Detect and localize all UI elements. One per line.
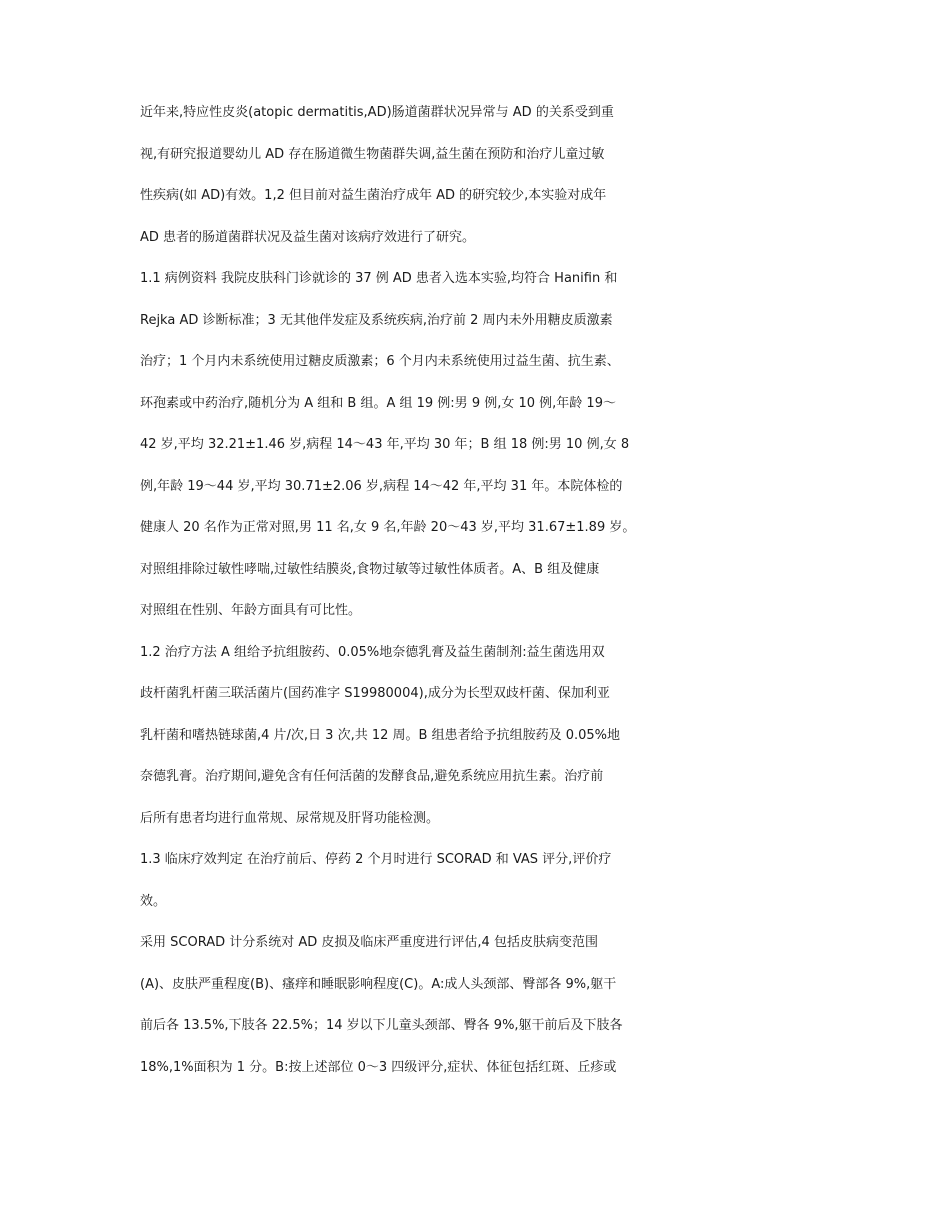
text-line: 18%,1%面积为 1 分。B:按上述部位 0～3 四级评分,症状、体征包括红斑、丘疹或: [140, 1059, 617, 1075]
text-line: 乳杆菌和嗜热链球菌,4 片/次,日 3 次,共 12 周。B 组患者给予抗组胺药及 0.05%地: [140, 727, 621, 743]
text-line: Rejka AD 诊断标准；3 无其他伴发症及系统疾病,治疗前 2 周内未外用糖皮质激素: [140, 312, 613, 328]
text-line: 后所有患者均进行血常规、尿常规及肝肾功能检测。: [140, 810, 440, 826]
body-text: [140, 92, 840, 1088]
text-line: 近年来,特应性皮炎(atopic dermatitis,AD)肠道菌群状况异常与 AD 的关系受到重: [140, 105, 614, 120]
text-line: 效。: [140, 893, 167, 909]
text-line: 1.1 病例资料 我院皮肤科门诊就诊的 37 例 AD 患者入选本实验,均符合 Hanifin 和: [140, 271, 618, 286]
text-line: (A)、皮肤严重程度(B)、瘙痒和睡眠影响程度(C)。A:成人头颈部、臀部各 9%,躯干: [140, 976, 617, 992]
text-line: 例,年龄 19～44 岁,平均 30.71±2.06 岁,病程 14～42 年,平均 31 年。本院体检的: [140, 478, 623, 494]
text-line: 歧杆菌乳杆菌三联活菌片(国药准字 S19980004),成分为长型双歧杆菌、保加利亚: [140, 686, 610, 701]
text-line: 视,有研究报道婴幼儿 AD 存在肠道微生物菌群失调,益生菌在预防和治疗儿童过敏: [140, 146, 605, 162]
text-line: 性疾病(如 AD)有效。1,2 但目前对益生菌治疗成年 AD 的研究较少,本实验对成年: [140, 188, 607, 203]
text-line: 治疗；1 个月内未系统使用过糖皮质激素；6 个月内未系统使用过益生菌、抗生素、: [140, 354, 620, 369]
text-line: 对照组排除过敏性哮喘,过敏性结膜炎,食物过敏等过敏性体质者。A、B 组及健康: [140, 561, 600, 577]
text-line: 奈德乳膏。治疗期间,避免含有任何活菌的发酵食品,避免系统应用抗生素。治疗前: [140, 769, 604, 784]
text-line: 前后各 13.5%,下肢各 22.5%；14 岁以下儿童头颈部、臀各 9%,躯干前后及下肢各: [140, 1018, 623, 1033]
text-line: AD 患者的肠道菌群状况及益生菌对该病疗效进行了研究。: [140, 229, 476, 245]
text-line: 采用 SCORAD 计分系统对 AD 皮损及临床严重度进行评估,4 包括皮肤病变范围: [140, 935, 598, 950]
text-line: 健康人 20 名作为正常对照,男 11 名,女 9 名,年龄 20～43 岁,平均 31.67±1.89 岁。: [140, 520, 636, 535]
text-line: 42 岁,平均 32.21±1.46 岁,病程 14～43 年,平均 30 年；B 组 18 例:男 10 例,女 8: [140, 437, 630, 452]
text-line: 对照组在性别、年龄方面具有可比性。: [140, 603, 362, 618]
text-line: 环孢素或中药治疗,随机分为 A 组和 B 组。A 组 19 例:男 9 例,女 10 例,年龄 19～: [140, 395, 616, 411]
text-line: 1.2 治疗方法 A 组给予抗组胺药、0.05%地奈德乳膏及益生菌制剂:益生菌选用双: [140, 644, 605, 660]
text-line: 1.3 临床疗效判定 在治疗前后、停药 2 个月时进行 SCORAD 和 VAS 评分,评价疗: [140, 852, 612, 867]
